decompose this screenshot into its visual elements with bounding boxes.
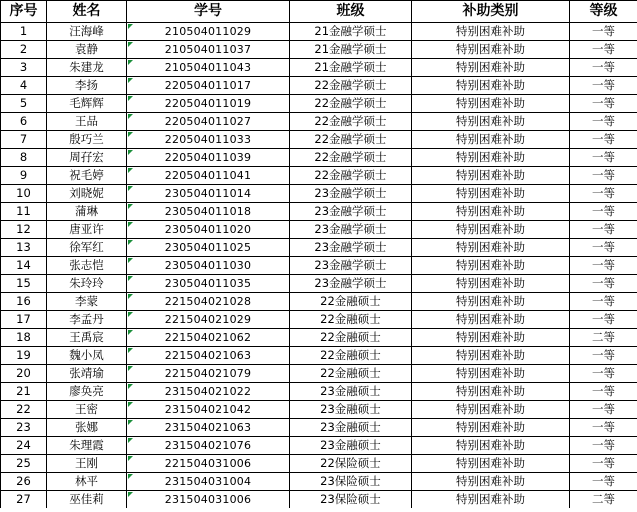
cell-student-id[interactable]: 220504011033 [127,131,290,149]
cell-subsidy-type[interactable]: 特别困难补助 [412,77,570,95]
cell-no[interactable]: 25 [1,455,47,473]
cell-level[interactable]: 二等 [570,491,637,509]
table-row [1,401,637,419]
cell-student-id[interactable]: 231504021076 [127,437,290,455]
cell-name[interactable]: 刘晓妮 [47,185,127,203]
table-row [1,41,637,59]
cell-level[interactable]: 一等 [570,41,637,59]
cell-name[interactable]: 徐军红 [47,239,127,257]
cell-name[interactable]: 魏小凤 [47,347,127,365]
table-row [1,455,637,473]
cell-name[interactable]: 王品 [47,113,127,131]
cell-class[interactable]: 22保险硕士 [290,455,412,473]
cell-no[interactable]: 26 [1,473,47,491]
table-row [1,293,637,311]
cell-no[interactable]: 19 [1,347,47,365]
cell-level[interactable]: 一等 [570,347,637,365]
cell-subsidy-type[interactable]: 特别困难补助 [412,257,570,275]
cell-subsidy-type[interactable]: 特别困难补助 [412,293,570,311]
cell-name[interactable]: 林平 [47,473,127,491]
cell-name[interactable]: 巫佳莉 [47,491,127,509]
cell-name[interactable]: 袁静 [47,41,127,59]
cell-subsidy-type[interactable]: 特别困难补助 [412,437,570,455]
cell-level[interactable]: 一等 [570,473,637,491]
cell-name[interactable]: 毛辉辉 [47,95,127,113]
cell-subsidy-type[interactable]: 特别困难补助 [412,311,570,329]
cell-subsidy-type[interactable]: 特别困难补助 [412,383,570,401]
cell-subsidy-type[interactable]: 特别困难补助 [412,365,570,383]
cell-subsidy-type[interactable]: 特别困难补助 [412,113,570,131]
cell-no[interactable]: 17 [1,311,47,329]
header-row [1,1,637,23]
table-row [1,131,637,149]
cell-class[interactable]: 23保险硕士 [290,491,412,509]
table-row [1,491,637,509]
table-row [1,185,637,203]
table-row [1,203,637,221]
cell-no[interactable]: 24 [1,437,47,455]
cell-name[interactable]: 李扬 [47,77,127,95]
cell-level[interactable]: 一等 [570,365,637,383]
header-cell-subsidy-type[interactable]: 补助类别 [412,1,570,23]
cell-no[interactable]: 20 [1,365,47,383]
cell-class[interactable]: 21金融学硕士 [290,59,412,77]
table-row [1,95,637,113]
cell-subsidy-type[interactable]: 特别困难补助 [412,329,570,347]
cell-class[interactable]: 23金融学硕士 [290,275,412,293]
cell-class[interactable]: 23保险硕士 [290,473,412,491]
cell-subsidy-type[interactable]: 特别困难补助 [412,185,570,203]
cell-name[interactable]: 王密 [47,401,127,419]
cell-level[interactable]: 一等 [570,149,637,167]
cell-name[interactable]: 廖奂亮 [47,383,127,401]
cell-student-id[interactable]: 231504021042 [127,401,290,419]
cell-subsidy-type[interactable]: 特别困难补助 [412,59,570,77]
cell-name[interactable]: 张靖瑜 [47,365,127,383]
table-row [1,275,637,293]
cell-subsidy-type[interactable]: 特别困难补助 [412,401,570,419]
cell-name[interactable]: 周孖宏 [47,149,127,167]
table-row [1,383,637,401]
table-row [1,221,637,239]
cell-no[interactable]: 23 [1,419,47,437]
cell-class[interactable]: 23金融学硕士 [290,185,412,203]
cell-name[interactable]: 李蒙 [47,293,127,311]
cell-class[interactable]: 22金融学硕士 [290,95,412,113]
cell-student-id[interactable]: 230504011035 [127,275,290,293]
cell-class[interactable]: 22金融学硕士 [290,149,412,167]
table-row [1,23,637,41]
cell-name[interactable]: 汪海峰 [47,23,127,41]
cell-student-id[interactable]: 221504031006 [127,455,290,473]
cell-no[interactable]: 18 [1,329,47,347]
header-cell-class[interactable]: 班级 [290,1,412,23]
cell-no[interactable]: 16 [1,293,47,311]
header-cell-no[interactable]: 序号 [1,1,47,23]
cell-subsidy-type[interactable]: 特别困难补助 [412,203,570,221]
cell-subsidy-type[interactable]: 特别困难补助 [412,473,570,491]
cell-student-id[interactable]: 230504011025 [127,239,290,257]
cell-subsidy-type[interactable]: 特别困难补助 [412,167,570,185]
cell-level[interactable]: 一等 [570,113,637,131]
cell-class[interactable]: 21金融学硕士 [290,41,412,59]
cell-student-id[interactable]: 230504011030 [127,257,290,275]
cell-level[interactable]: 一等 [570,455,637,473]
table-row [1,419,637,437]
cell-student-id[interactable]: 210504011029 [127,23,290,41]
cell-level[interactable]: 一等 [570,59,637,77]
cell-no[interactable]: 10 [1,185,47,203]
cell-subsidy-type[interactable]: 特别困难补助 [412,455,570,473]
cell-no[interactable]: 22 [1,401,47,419]
cell-student-id[interactable]: 230504011020 [127,221,290,239]
cell-class[interactable]: 23金融硕士 [290,401,412,419]
cell-name[interactable]: 殷巧兰 [47,131,127,149]
header-cell-student-id[interactable]: 学号 [127,1,290,23]
cell-no[interactable]: 3 [1,59,47,77]
cell-subsidy-type[interactable]: 特别困难补助 [412,491,570,509]
cell-subsidy-type[interactable]: 特别困难补助 [412,95,570,113]
cell-class[interactable]: 21金融学硕士 [290,23,412,41]
cell-level[interactable]: 一等 [570,275,637,293]
cell-no[interactable]: 5 [1,95,47,113]
cell-student-id[interactable]: 220504011019 [127,95,290,113]
cell-class[interactable]: 23金融学硕士 [290,203,412,221]
cell-no[interactable]: 4 [1,77,47,95]
cell-subsidy-type[interactable]: 特别困难补助 [412,131,570,149]
cell-subsidy-type[interactable]: 特别困难补助 [412,23,570,41]
cell-no[interactable]: 14 [1,257,47,275]
cell-level[interactable]: 一等 [570,239,637,257]
cell-class[interactable]: 22金融硕士 [290,311,412,329]
cell-class[interactable]: 22金融硕士 [290,293,412,311]
cell-class[interactable]: 22金融学硕士 [290,77,412,95]
cell-class[interactable]: 22金融硕士 [290,329,412,347]
cell-name[interactable]: 蒲琳 [47,203,127,221]
cell-no[interactable]: 7 [1,131,47,149]
cell-student-id[interactable]: 220504011041 [127,167,290,185]
cell-subsidy-type[interactable]: 特别困难补助 [412,221,570,239]
cell-level[interactable]: 一等 [570,293,637,311]
cell-level[interactable]: 一等 [570,437,637,455]
cell-student-id[interactable]: 231504031004 [127,473,290,491]
cell-student-id[interactable]: 220504011017 [127,77,290,95]
cell-class[interactable]: 23金融学硕士 [290,257,412,275]
cell-level[interactable]: 一等 [570,95,637,113]
table-row [1,473,637,491]
cell-level[interactable]: 一等 [570,419,637,437]
table-row [1,239,637,257]
cell-class[interactable]: 23金融硕士 [290,437,412,455]
cell-level[interactable]: 一等 [570,311,637,329]
cell-no[interactable]: 13 [1,239,47,257]
table-row [1,257,637,275]
cell-class[interactable]: 22金融学硕士 [290,113,412,131]
cell-level[interactable]: 一等 [570,77,637,95]
cell-student-id[interactable]: 231504021022 [127,383,290,401]
cell-level[interactable]: 一等 [570,257,637,275]
cell-student-id[interactable]: 221504021028 [127,293,290,311]
cell-name[interactable]: 李孟丹 [47,311,127,329]
cell-student-id[interactable]: 210504011043 [127,59,290,77]
cell-level[interactable]: 一等 [570,221,637,239]
cell-level[interactable]: 一等 [570,383,637,401]
table-row [1,437,637,455]
cell-student-id[interactable]: 220504011027 [127,113,290,131]
cell-subsidy-type[interactable]: 特别困难补助 [412,419,570,437]
table-row [1,365,637,383]
cell-student-id[interactable]: 220504011039 [127,149,290,167]
cell-name[interactable]: 祝毛婷 [47,167,127,185]
cell-class[interactable]: 22金融硕士 [290,347,412,365]
cell-name[interactable]: 朱建龙 [47,59,127,77]
table-row [1,113,637,131]
cell-class[interactable]: 22金融学硕士 [290,131,412,149]
cell-name[interactable]: 唐亚许 [47,221,127,239]
cell-name[interactable]: 朱玲玲 [47,275,127,293]
cell-level[interactable]: 一等 [570,131,637,149]
cell-class[interactable]: 23金融硕士 [290,419,412,437]
cell-level[interactable]: 二等 [570,329,637,347]
cell-no[interactable]: 9 [1,167,47,185]
cell-name[interactable]: 王刚 [47,455,127,473]
table-row [1,329,637,347]
cell-class[interactable]: 22金融学硕士 [290,167,412,185]
cell-name[interactable]: 朱理霞 [47,437,127,455]
cell-no[interactable]: 8 [1,149,47,167]
cell-no[interactable]: 2 [1,41,47,59]
table-row [1,311,637,329]
cell-subsidy-type[interactable]: 特别困难补助 [412,347,570,365]
cell-class[interactable]: 23金融学硕士 [290,221,412,239]
cell-student-id[interactable]: 230504011018 [127,203,290,221]
cell-subsidy-type[interactable]: 特别困难补助 [412,239,570,257]
cell-student-id[interactable]: 210504011037 [127,41,290,59]
cell-student-id[interactable]: 221504021062 [127,329,290,347]
table-row [1,59,637,77]
cell-student-id[interactable]: 230504011014 [127,185,290,203]
cell-student-id[interactable]: 231504021063 [127,419,290,437]
cell-no[interactable]: 15 [1,275,47,293]
cell-class[interactable]: 22金融硕士 [290,365,412,383]
cell-class[interactable]: 23金融硕士 [290,383,412,401]
cell-level[interactable]: 一等 [570,23,637,41]
cell-name[interactable]: 张娜 [47,419,127,437]
cell-student-id[interactable]: 221504021029 [127,311,290,329]
cell-student-id[interactable]: 221504021063 [127,347,290,365]
cell-level[interactable]: 一等 [570,203,637,221]
header-cell-name[interactable]: 姓名 [47,1,127,23]
cell-no[interactable]: 6 [1,113,47,131]
sheet-bottom-edge [0,508,637,512]
cell-no[interactable]: 11 [1,203,47,221]
cell-name[interactable]: 王禹宸 [47,329,127,347]
table-row [1,77,637,95]
cell-level[interactable]: 一等 [570,185,637,203]
cell-no[interactable]: 12 [1,221,47,239]
cell-student-id[interactable]: 221504021079 [127,365,290,383]
cell-subsidy-type[interactable]: 特别困难补助 [412,149,570,167]
cell-class[interactable]: 23金融学硕士 [290,239,412,257]
cell-name[interactable]: 张志恺 [47,257,127,275]
cell-no[interactable]: 27 [1,491,47,509]
cell-level[interactable]: 一等 [570,167,637,185]
cell-no[interactable]: 1 [1,23,47,41]
cell-subsidy-type[interactable]: 特别困难补助 [412,275,570,293]
table-row [1,167,637,185]
table-row [1,347,637,365]
header-cell-level[interactable]: 等级 [570,1,637,23]
cell-level[interactable]: 一等 [570,401,637,419]
table-row [1,149,637,167]
cell-no[interactable]: 21 [1,383,47,401]
cell-student-id[interactable]: 231504031006 [127,491,290,509]
cell-subsidy-type[interactable]: 特别困难补助 [412,41,570,59]
